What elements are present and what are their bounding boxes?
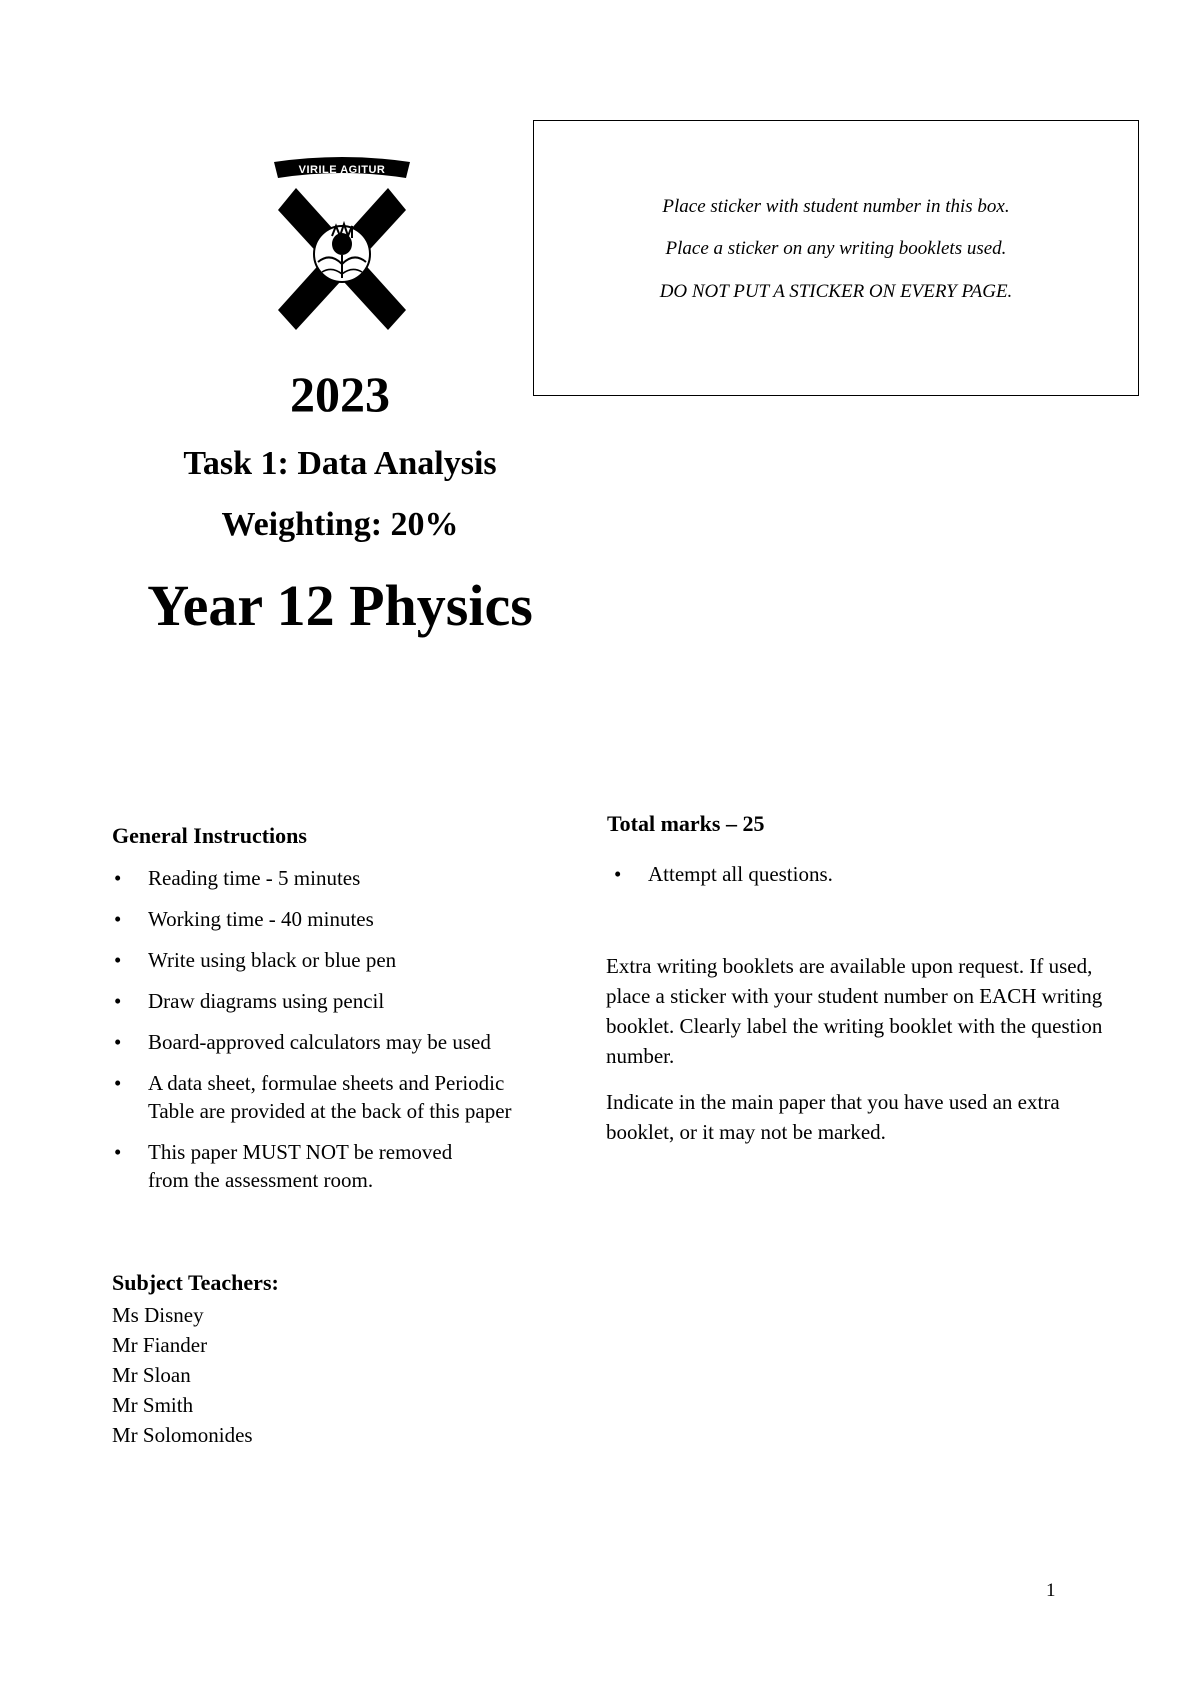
sticker-warning-line: DO NOT PUT A STICKER ON EVERY PAGE. xyxy=(659,281,1013,302)
bullet-icon: • xyxy=(114,866,122,890)
instruction-text: Draw diagrams using pencil xyxy=(148,989,385,1013)
general-instructions-list xyxy=(112,864,552,1207)
instruction-text: A data sheet, formulae sheets and Periodic Table are provided at the back of this paper xyxy=(148,1071,512,1123)
general-instructions-heading: General Instructions xyxy=(112,823,307,848)
course-title: Year 12 Physics xyxy=(147,573,533,638)
total-marks-heading: Total marks – 25 xyxy=(607,811,765,836)
teacher-name: Mr Solomonides xyxy=(112,1423,253,1447)
task-weighting: Weighting: 20% xyxy=(221,506,459,543)
svg-text:VIRILE AGITUR: VIRILE AGITUR xyxy=(298,164,386,176)
instruction-item xyxy=(112,946,552,974)
bullet-icon: • xyxy=(114,989,122,1013)
instruction-text: Attempt all questions. xyxy=(648,862,833,886)
extra-booklets-paragraph: Extra writing booklets are available upon request. If used, place a sticker with your student number on EACH writing booklet. Clearly label the writing booklet with the question number. xyxy=(606,954,1103,1068)
bullet-icon: • xyxy=(114,1030,122,1054)
instruction-text: Board-approved calculators may be used xyxy=(148,1030,491,1054)
instruction-item xyxy=(112,1028,552,1056)
instruction-text: Reading time - 5 minutes xyxy=(148,866,361,890)
teacher-name: Mr Fiander xyxy=(112,1333,208,1357)
sticker-instruction-line: Place sticker with student number in this box. xyxy=(662,196,1010,217)
instruction-item xyxy=(612,860,1092,888)
bullet-icon: • xyxy=(114,907,122,931)
page-number: 1 xyxy=(1046,1580,1056,1601)
school-crest-logo xyxy=(268,152,416,332)
instruction-item xyxy=(112,905,552,933)
instruction-text: This paper MUST NOT be removed from the assessment room. xyxy=(148,1140,453,1192)
task-title: Task 1: Data Analysis xyxy=(183,445,497,482)
instruction-item xyxy=(112,987,552,1015)
sticker-instruction-line: Place a sticker on any writing booklets used. xyxy=(665,238,1007,259)
instruction-item xyxy=(112,1138,552,1194)
instruction-text: Write using black or blue pen xyxy=(148,948,397,972)
bullet-icon: • xyxy=(614,862,622,886)
instruction-text: Working time - 40 minutes xyxy=(148,907,374,931)
student-sticker-box xyxy=(533,120,1139,396)
teacher-name: Ms Disney xyxy=(112,1303,204,1327)
exam-year: 2023 xyxy=(290,366,390,422)
bullet-icon: • xyxy=(114,948,122,972)
subject-teachers-heading: Subject Teachers: xyxy=(112,1270,279,1295)
teacher-name: Mr Sloan xyxy=(112,1363,191,1387)
instruction-item xyxy=(112,864,552,892)
subject-teachers-list xyxy=(112,1300,253,1450)
instruction-item xyxy=(112,1069,552,1125)
teacher-name: Mr Smith xyxy=(112,1393,194,1417)
bullet-icon: • xyxy=(114,1071,122,1095)
extra-booklet-note-paragraph: Indicate in the main paper that you have used an extra booklet, or it may not be marked. xyxy=(606,1090,1060,1144)
total-marks-list xyxy=(612,860,1092,888)
bullet-icon: • xyxy=(114,1140,122,1164)
